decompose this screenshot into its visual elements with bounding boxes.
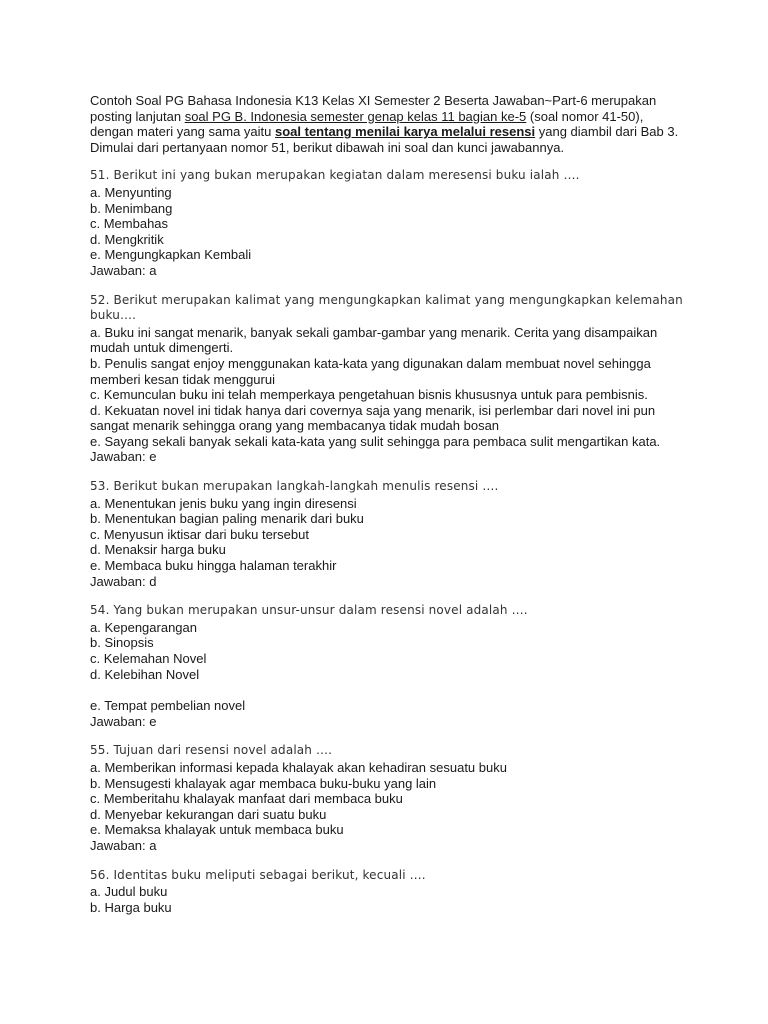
document-content — [90, 93, 690, 929]
option: d. Menyebar kekurangan dari suatu buku — [90, 806, 327, 822]
question-stem: 52. Berikut merupakan kalimat yang mengungkapkan kalimat yang mengungkapkan kelemahan buku…. — [90, 292, 683, 323]
question-stem: 55. Tujuan dari resensi novel adalah …. — [90, 743, 333, 758]
answer: Jawaban: a — [90, 837, 157, 853]
option: c. Memberitahu khalayak manfaat dari membaca buku — [90, 791, 403, 807]
answer: Jawaban: e — [90, 449, 157, 465]
option: c. Membahas — [90, 216, 169, 232]
option: e. Membaca buku hingga halaman terakhir — [90, 558, 337, 574]
option: a. Kepengarangan — [90, 619, 197, 635]
question-stem: 54. Yang bukan merupakan unsur-unsur dalam resensi novel adalah …. — [90, 603, 528, 618]
option: b. Sinopsis — [90, 635, 154, 651]
option: c. Menyusun iktisar dari buku tersebut — [90, 526, 309, 542]
question-53 — [90, 479, 690, 589]
question-52 — [90, 293, 690, 466]
link-previous-part[interactable]: soal PG B. Indonesia semester genap kelas 11 bagian ke-5 — [184, 108, 527, 124]
option: a. Buku ini sangat menarik, banyak sekali gambar-gambar yang menarik. Cerita yang disampaikan mudah untuk dimengerti. — [90, 324, 658, 356]
option: e. Memaksa khalayak untuk membaca buku — [90, 822, 344, 838]
answer: Jawaban: e — [90, 713, 157, 729]
option: e. Tempat pembelian novel — [90, 698, 246, 714]
question-56 — [90, 868, 690, 916]
option: b. Menimbang — [90, 200, 173, 216]
question-54 — [90, 603, 690, 729]
option: a. Judul buku — [90, 884, 168, 900]
option: a. Menentukan jenis buku yang ingin diresensi — [90, 495, 357, 511]
link-topic-resensi[interactable]: soal tentang menilai karya melalui resensi — [275, 124, 536, 140]
option: e. Mengungkapkan Kembali — [90, 247, 252, 263]
question-55 — [90, 743, 690, 853]
question-stem: 51. Berikut ini yang bukan merupakan kegiatan dalam meresensi buku ialah …. — [90, 168, 580, 183]
option: d. Menaksir harga buku — [90, 542, 226, 558]
option: a. Menyunting — [90, 184, 172, 200]
option: b. Mensugesti khalayak agar membaca buku-buku yang lain — [90, 775, 437, 791]
question-stem: 56. Identitas buku meliputi sebagai berikut, kecuali …. — [90, 867, 426, 882]
option: e. Sayang sekali banyak sekali kata-kata yang sulit sehingga para pembaca sulit mengartikan kata. — [90, 433, 661, 449]
option: d. Mengkritik — [90, 231, 164, 247]
intro-text: Contoh Soal PG Bahasa Indonesia K13 Kelas XI Semester 2 Beserta Jawaban~Part-6 merupakan posting lanjutan — [90, 93, 657, 124]
option: a. Memberikan informasi kepada khalayak akan kehadiran sesuatu buku — [90, 759, 507, 775]
option: b. Harga buku — [90, 899, 172, 915]
answer: Jawaban: d — [90, 573, 157, 589]
question-stem: 53. Berikut bukan merupakan langkah-langkah menulis resensi …. — [90, 479, 499, 494]
option: b. Menentukan bagian paling menarik dari buku — [90, 511, 364, 527]
intro-paragraph — [90, 93, 690, 155]
intro-text: (soal nomor 41-50), dengan materi yang sama yaitu — [90, 108, 644, 140]
option: d. Kelebihan Novel — [90, 666, 200, 682]
intro-text: yang diambil dari Bab 3. Dimulai dari pertanyaan nomor 51, berikut dibawah ini soal dan kunci jawabannya. — [90, 124, 679, 155]
blank-line — [90, 682, 690, 698]
answer: Jawaban: a — [90, 262, 157, 278]
option: c. Kelemahan Novel — [90, 651, 207, 666]
option: d. Kekuatan novel ini tidak hanya dari covernya saja yang menarik, isi perlembar dari novel ini pun sangat menarik sehingga orang yang membacanya tidak mudah bosan — [90, 402, 656, 434]
option: b. Penulis sangat enjoy menggunakan kata-kata yang digunakan dalam membuat novel sehingga memberi kesan tidak menggurui — [90, 355, 651, 387]
question-51 — [90, 168, 690, 278]
option: c. Kemunculan buku ini telah memperkaya pengetahuan bisnis khususnya untuk para pembisnis. — [90, 387, 648, 403]
